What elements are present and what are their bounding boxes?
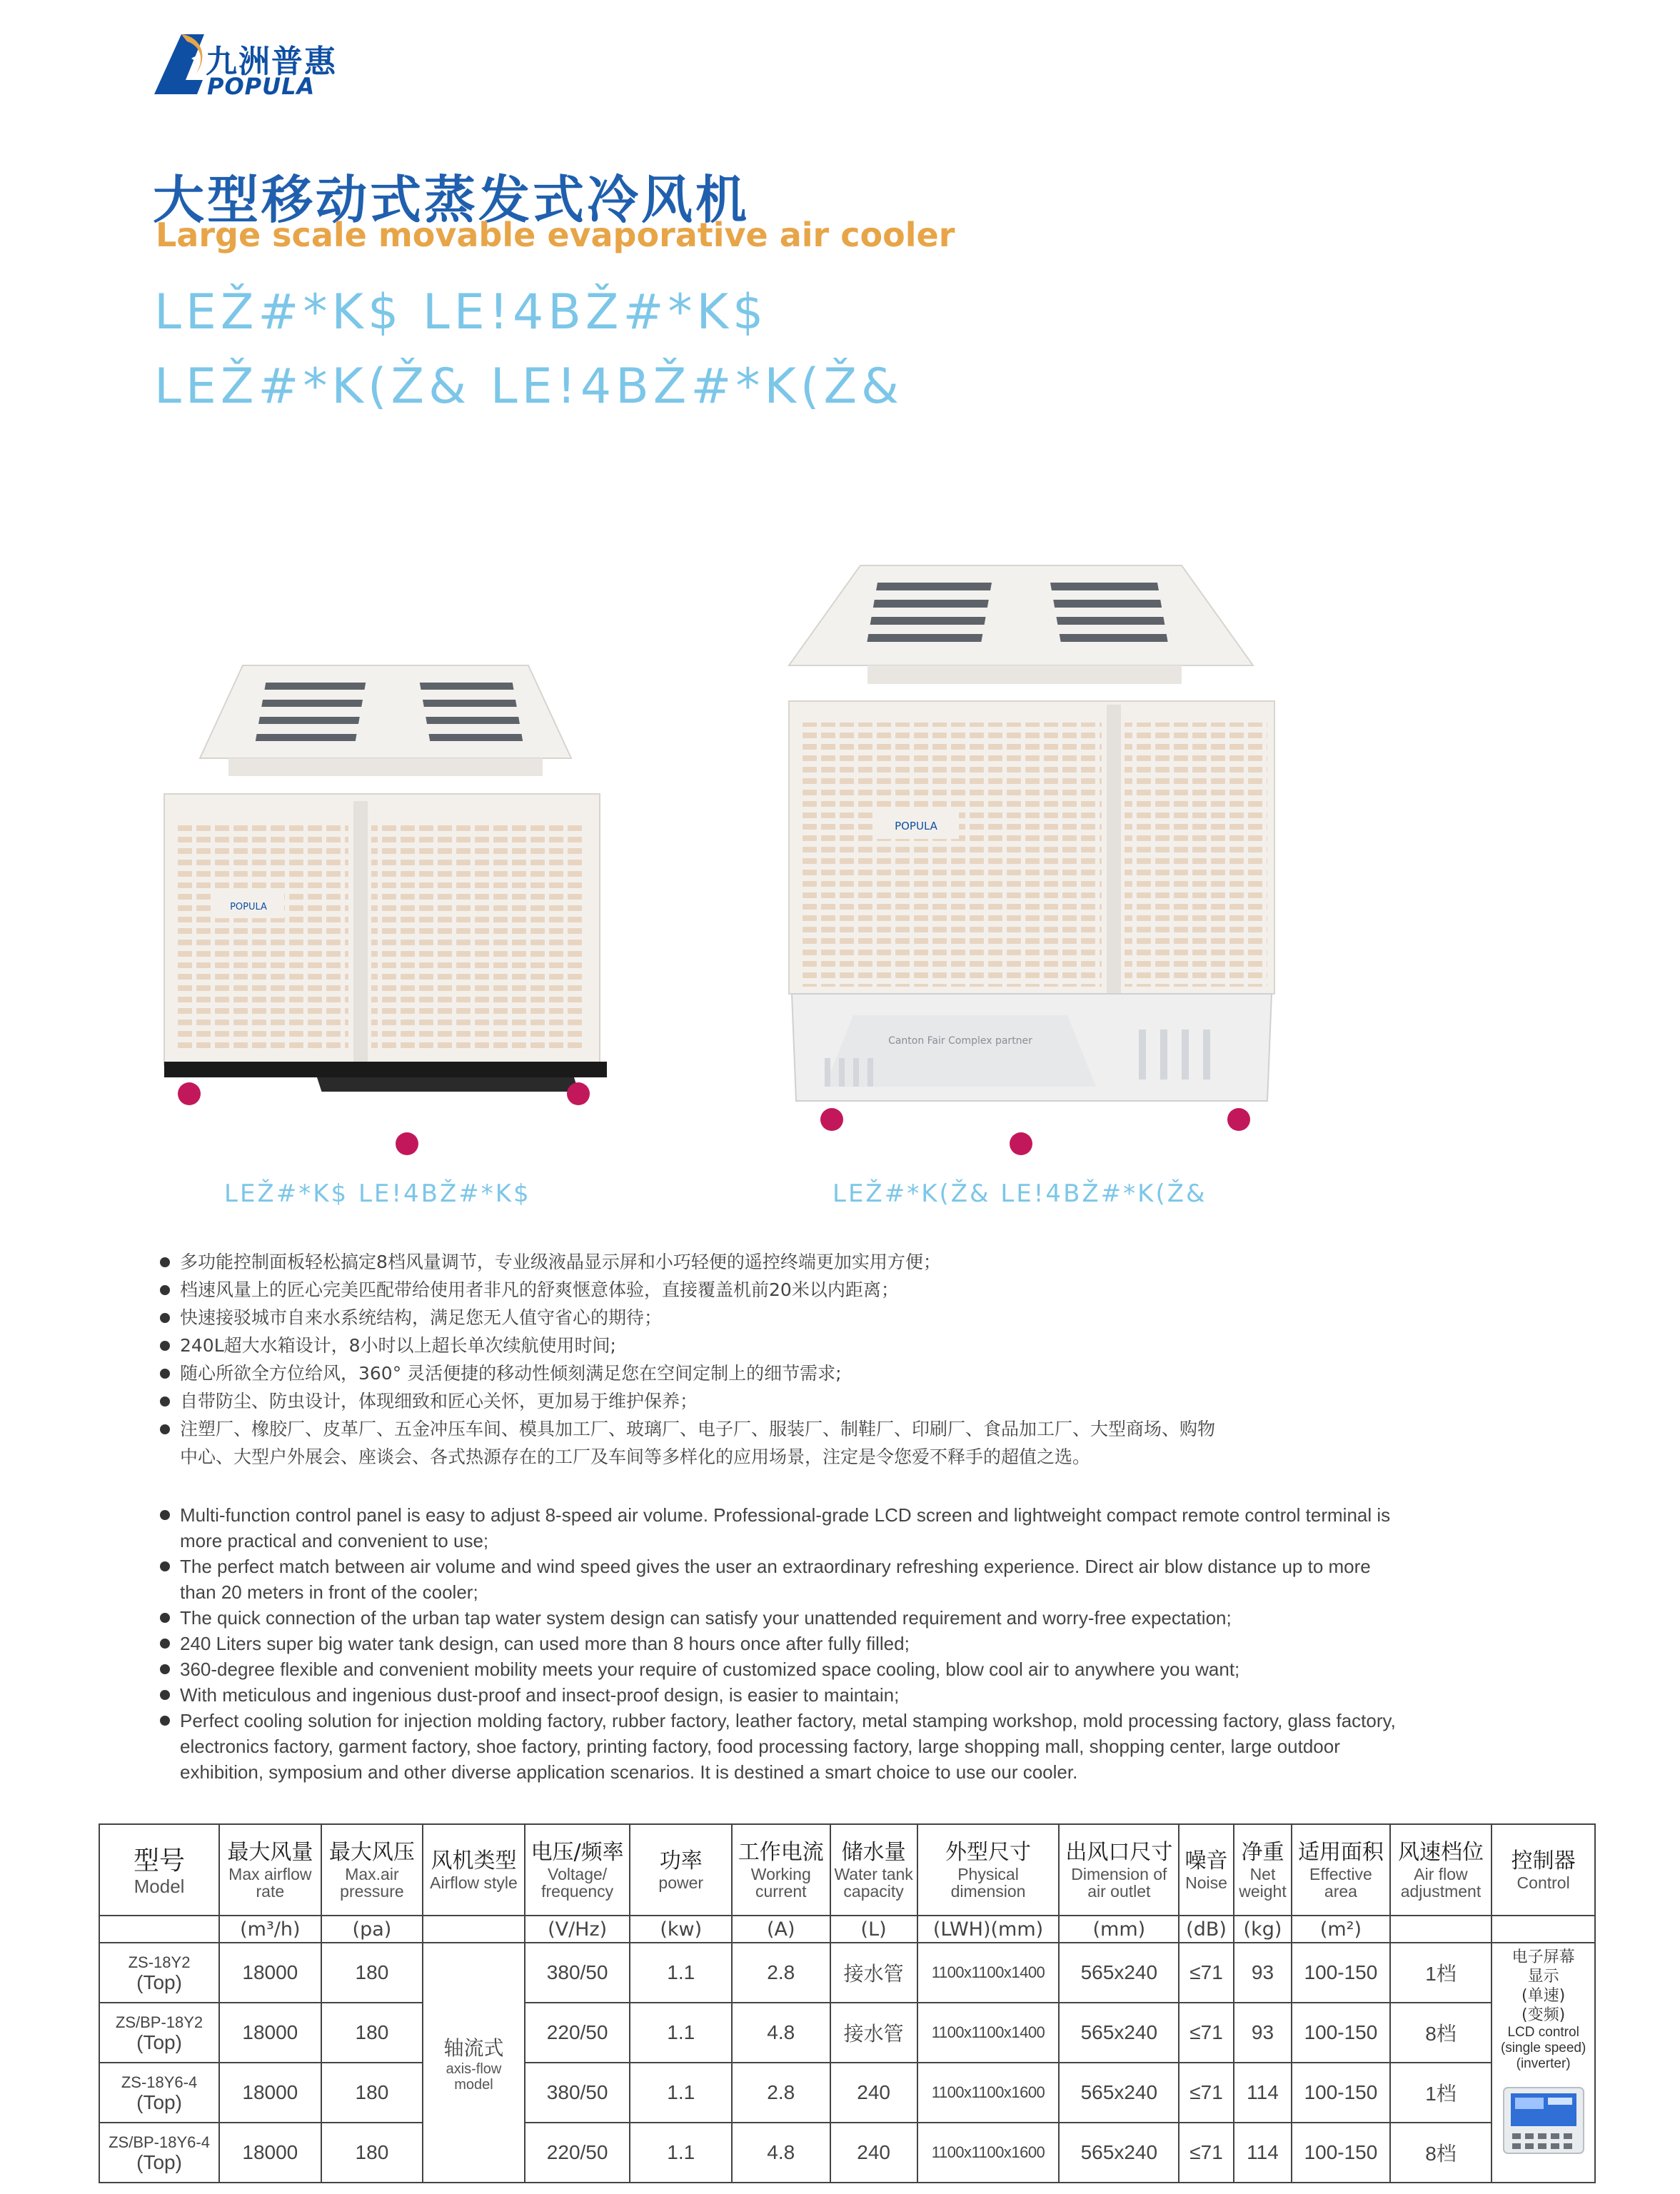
svg-text:Canton Fair Complex partner: Canton Fair Complex partner: [888, 1035, 1032, 1047]
weight-cell: 114: [1234, 2063, 1292, 2123]
product-image-right-cooler: [782, 558, 1282, 1165]
area-cell: 100-150: [1292, 1943, 1389, 2003]
voltage-cell: 380/50: [525, 2063, 630, 2123]
speed-cell: 1档: [1390, 1943, 1492, 2003]
table-header-row: [99, 1824, 1595, 1916]
control-cell: 电子屏幕显示 (单速) (变频) LCD control (single speed) (inverter): [1492, 1943, 1595, 2183]
weight-cell: 93: [1234, 2003, 1292, 2063]
lcd-controller-image: [1501, 2085, 1586, 2156]
unit-cell: (kg): [1234, 1916, 1292, 1943]
header-voltage: 电压/频率 Voltage/ frequency: [525, 1824, 630, 1916]
water-cell: 接水管: [830, 1943, 917, 2003]
dimension-cell: 1100x1100x1400: [917, 2003, 1060, 2063]
outlet-cell: 565x240: [1059, 2123, 1179, 2183]
product-image-left-cooler: [157, 651, 614, 1158]
voltage-cell: 220/50: [525, 2003, 630, 2063]
unit-cell: [1492, 1916, 1595, 1943]
unit-cell: (L): [830, 1916, 917, 1943]
outlet-cell: 565x240: [1059, 2063, 1179, 2123]
noise-cell: ≤71: [1179, 2123, 1233, 2183]
feature-item-cn: 快速接驳城市自来水系统结构，满足您无人值守省心的期待；: [160, 1304, 1516, 1332]
noise-cell: ≤71: [1179, 2003, 1233, 2063]
unit-cell: (dB): [1179, 1916, 1233, 1943]
current-cell: 4.8: [732, 2123, 830, 2183]
feature-item-cn: 240L超大水箱设计，8小时以上超长单次续航使用时间;: [160, 1332, 1516, 1359]
feature-item-en: The quick connection of the urban tap water system design can satisfy your unattended requirement and worry-free expectation;: [160, 1605, 1402, 1631]
product-caption-left: LEŽ#*K$ LE!4BŽ#*K$: [224, 1179, 531, 1208]
model-heading-line-1: LEŽ#*K$ LE!4BŽ#*K$: [154, 284, 768, 341]
power-cell: 1.1: [630, 2123, 732, 2183]
spec-table: [99, 1823, 1596, 2183]
model-cell: ZS/BP-18Y6-4 (Top): [99, 2123, 219, 2183]
weight-cell: 93: [1234, 1943, 1292, 2003]
unit-cell: [1390, 1916, 1492, 1943]
feature-item-cn: 注塑厂、橡胶厂、皮革厂、五金冲压车间、模具加工厂、玻璃厂、电子厂、服装厂、制鞋厂、印刷厂、食品加工厂、大型商场、购物中心、大型户外展会、座谈会、各式热源存在的工厂及车间等多样化的应用场景，注定是令您爱不释手的超值之选。: [160, 1415, 1229, 1471]
model-cell: ZS-18Y6-4 (Top): [99, 2063, 219, 2123]
feature-item-cn: 随心所欲全方位给风，360° 灵活便捷的移动性倾刻满足您在空间定制上的细节需求;: [160, 1359, 1516, 1387]
current-cell: 4.8: [732, 2003, 830, 2063]
airflow-cell: 18000: [219, 1943, 321, 2003]
page-title-en: Large scale movable evaporative air cooler: [156, 216, 955, 254]
model-cell: ZS/BP-18Y2 (Top): [99, 2003, 219, 2063]
model-heading-line-2: LEŽ#*K(Ž& LE!4BŽ#*K(Ž&: [154, 358, 904, 415]
power-cell: 1.1: [630, 2003, 732, 2063]
table-row: [99, 1943, 1595, 2003]
feature-list-cn: [160, 1248, 1516, 1471]
feature-item-en: Multi-function control panel is easy to adjust 8-speed air volume. Professional-grade LCD screen and lightweight compact remote control terminal is more practical and convenient to use;: [160, 1502, 1402, 1554]
brand-name-en: POPULA: [207, 73, 316, 100]
pressure-cell: 180: [321, 2123, 423, 2183]
page-title-cn: 大型移动式蒸发式冷风机: [153, 170, 750, 230]
area-cell: 100-150: [1292, 2063, 1389, 2123]
pressure-cell: 180: [321, 1943, 423, 2003]
unit-cell: [99, 1916, 219, 1943]
unit-cell: (V/Hz): [525, 1916, 630, 1943]
feature-list-en: [160, 1502, 1402, 1785]
header-effective-area: 适用面积 Effective area: [1292, 1824, 1389, 1916]
header-control: 控制器 Control: [1492, 1824, 1595, 1916]
feature-item-cn: 自带防尘、防虫设计，体现细致和匠心关怀，更加易于维护保养；: [160, 1387, 1516, 1415]
header-working-current: 工作电流 Working current: [732, 1824, 830, 1916]
dimension-cell: 1100x1100x1400: [917, 1943, 1060, 2003]
svg-text:POPULA: POPULA: [230, 902, 267, 912]
area-cell: 100-150: [1292, 2123, 1389, 2183]
table-units-row: [99, 1916, 1595, 1943]
dimension-cell: 1100x1100x1600: [917, 2063, 1060, 2123]
dimension-cell: 1100x1100x1600: [917, 2123, 1060, 2183]
water-cell: 240: [830, 2063, 917, 2123]
speed-cell: 8档: [1390, 2123, 1492, 2183]
area-cell: 100-150: [1292, 2003, 1389, 2063]
current-cell: 2.8: [732, 1943, 830, 2003]
unit-cell: (LWH)(mm): [917, 1916, 1060, 1943]
feature-item-en: With meticulous and ingenious dust-proof and insect-proof design, is easier to maintain;: [160, 1682, 1402, 1708]
power-cell: 1.1: [630, 1943, 732, 2003]
brand-name-cn: 九洲普惠: [206, 44, 337, 80]
water-cell: 接水管: [830, 2003, 917, 2063]
unit-cell: (pa): [321, 1916, 423, 1943]
header-water-tank: 储水量 Water tank capacity: [830, 1824, 917, 1916]
airflow-cell: 18000: [219, 2003, 321, 2063]
feature-item-en: 240 Liters super big water tank design, can used more than 8 hours once after fully filled;: [160, 1631, 1402, 1656]
header-net-weight: 净重 Net weight: [1234, 1824, 1292, 1916]
water-cell: 240: [830, 2123, 917, 2183]
product-caption-right: LEŽ#*K(Ž& LE!4BŽ#*K(Ž&: [833, 1179, 1207, 1208]
outlet-cell: 565x240: [1059, 2003, 1179, 2063]
noise-cell: ≤71: [1179, 1943, 1233, 2003]
feature-item-en: Perfect cooling solution for injection molding factory, rubber factory, leather factory, metal stamping workshop, mold processing factory, glass factory, electronics factory, garment factory, shoe factory, printing factory, food processing factory, large shopping mall, shopping center, large outdoor exhibition, symposium and other diverse application scenarios. It is destined a smart choice to use our cooler.: [160, 1708, 1402, 1785]
speed-cell: 1档: [1390, 2063, 1492, 2123]
power-cell: 1.1: [630, 2063, 732, 2123]
pressure-cell: 180: [321, 2063, 423, 2123]
header-outlet-dimension: 出风口尺寸 Dimension of air outlet: [1059, 1824, 1179, 1916]
speed-cell: 8档: [1390, 2003, 1492, 2063]
header-physical-dimension: 外型尺寸 Physical dimension: [917, 1824, 1060, 1916]
header-noise: 噪音 Noise: [1179, 1824, 1233, 1916]
header-max-airflow: 最大风量 Max airflow rate: [219, 1824, 321, 1916]
header-airflow-style: 风机类型 Airflow style: [423, 1824, 525, 1916]
pressure-cell: 180: [321, 2003, 423, 2063]
svg-text:POPULA: POPULA: [895, 820, 937, 832]
feature-item-cn: 多功能控制面板轻松搞定8档风量调节，专业级液晶显示屏和小巧轻便的遥控终端更加实用方便；: [160, 1248, 1516, 1276]
unit-cell: (A): [732, 1916, 830, 1943]
feature-item-cn: 档速风量上的匠心完美匹配带给使用者非凡的舒爽惬意体验，直接覆盖机前20米以内距离；: [160, 1276, 1516, 1304]
unit-cell: (mm): [1059, 1916, 1179, 1943]
current-cell: 2.8: [732, 2063, 830, 2123]
unit-cell: (m³/h): [219, 1916, 321, 1943]
header-power: 功率 power: [630, 1824, 732, 1916]
table-row: [99, 2123, 1595, 2183]
airflow-style-cell: 轴流式 axis-flow model: [423, 1943, 525, 2183]
feature-item-en: 360-degree flexible and convenient mobility meets your require of customized space cooling, blow cool air to anywhere you want;: [160, 1656, 1402, 1682]
noise-cell: ≤71: [1179, 2063, 1233, 2123]
table-row: [99, 2063, 1595, 2123]
header-airflow-adjustment: 风速档位 Air flow adjustment: [1390, 1824, 1492, 1916]
voltage-cell: 220/50: [525, 2123, 630, 2183]
voltage-cell: 380/50: [525, 1943, 630, 2003]
model-cell: ZS-18Y2 (Top): [99, 1943, 219, 2003]
weight-cell: 114: [1234, 2123, 1292, 2183]
header-model: 型号 Model: [99, 1824, 219, 1916]
unit-cell: [423, 1916, 525, 1943]
outlet-cell: 565x240: [1059, 1943, 1179, 2003]
unit-cell: (m²): [1292, 1916, 1389, 1943]
header-max-pressure: 最大风压 Max.air pressure: [321, 1824, 423, 1916]
unit-cell: (kw): [630, 1916, 732, 1943]
table-row: [99, 2003, 1595, 2063]
feature-item-en: The perfect match between air volume and wind speed gives the user an extraordinary refreshing experience. Direct air blow distance up to more than 20 meters in front of the cooler;: [160, 1554, 1402, 1605]
airflow-cell: 18000: [219, 2063, 321, 2123]
airflow-cell: 18000: [219, 2123, 321, 2183]
